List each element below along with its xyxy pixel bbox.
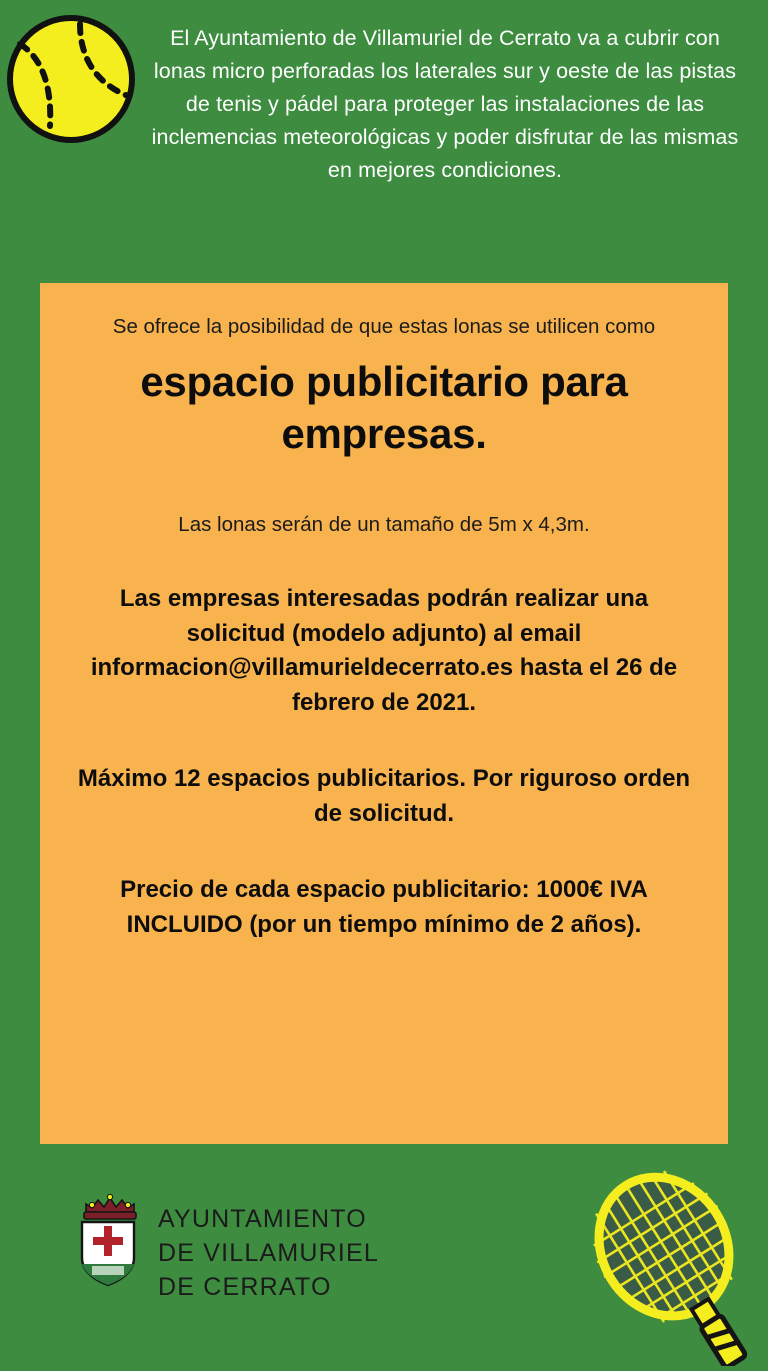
town-hall-name-line3: DE CERRATO: [158, 1273, 332, 1301]
tennis-racket-icon: [578, 1166, 768, 1366]
town-hall-name-line2: DE VILLAMURIEL: [158, 1239, 380, 1267]
poster-top-section: [0, 0, 768, 270]
card-price-info: Precio de cada espacio publicitario: 1000€ IVA INCLUIDO (por un tiempo mínimo de 2 años).: [120, 876, 648, 938]
card-headline: [68, 356, 700, 460]
tennis-ball-icon: [6, 14, 136, 144]
card-headline-period: .: [475, 410, 487, 457]
offer-card: [40, 283, 728, 1144]
intro-paragraph: El Ayuntamiento de Villamuriel de Cerrato va a cubrir con lonas micro perforadas los laterales sur y oeste de las pistas de tenis y pádel para proteger las instalaciones de las inclemencias meteorológicas y poder disfrutar de las mismas en mejores condiciones.: [151, 26, 739, 182]
town-hall-name: [158, 1202, 488, 1304]
town-hall-name-line1: AYUNTAMIENTO: [158, 1205, 367, 1233]
card-limit-info: Máximo 12 espacios publicitarios. Por riguroso orden de solicitud.: [77, 765, 691, 827]
card-size-note: Las lonas serán de un tamaño de 5m x 4,3m.: [178, 513, 590, 536]
card-request-info: Las empresas interesadas podrán realizar una solicitud (modelo adjunto) al email informacion@villamurieldecerrato.es hasta el 26 de febrero de 2021.: [90, 585, 678, 716]
card-headline-text: espacio publicitario para empresas: [140, 358, 628, 457]
poster-footer: [0, 1144, 768, 1366]
card-lead-text: Se ofrece la posibilidad de que estas lonas se utilicen como: [112, 315, 656, 338]
coat-of-arms-icon: [72, 1192, 144, 1288]
